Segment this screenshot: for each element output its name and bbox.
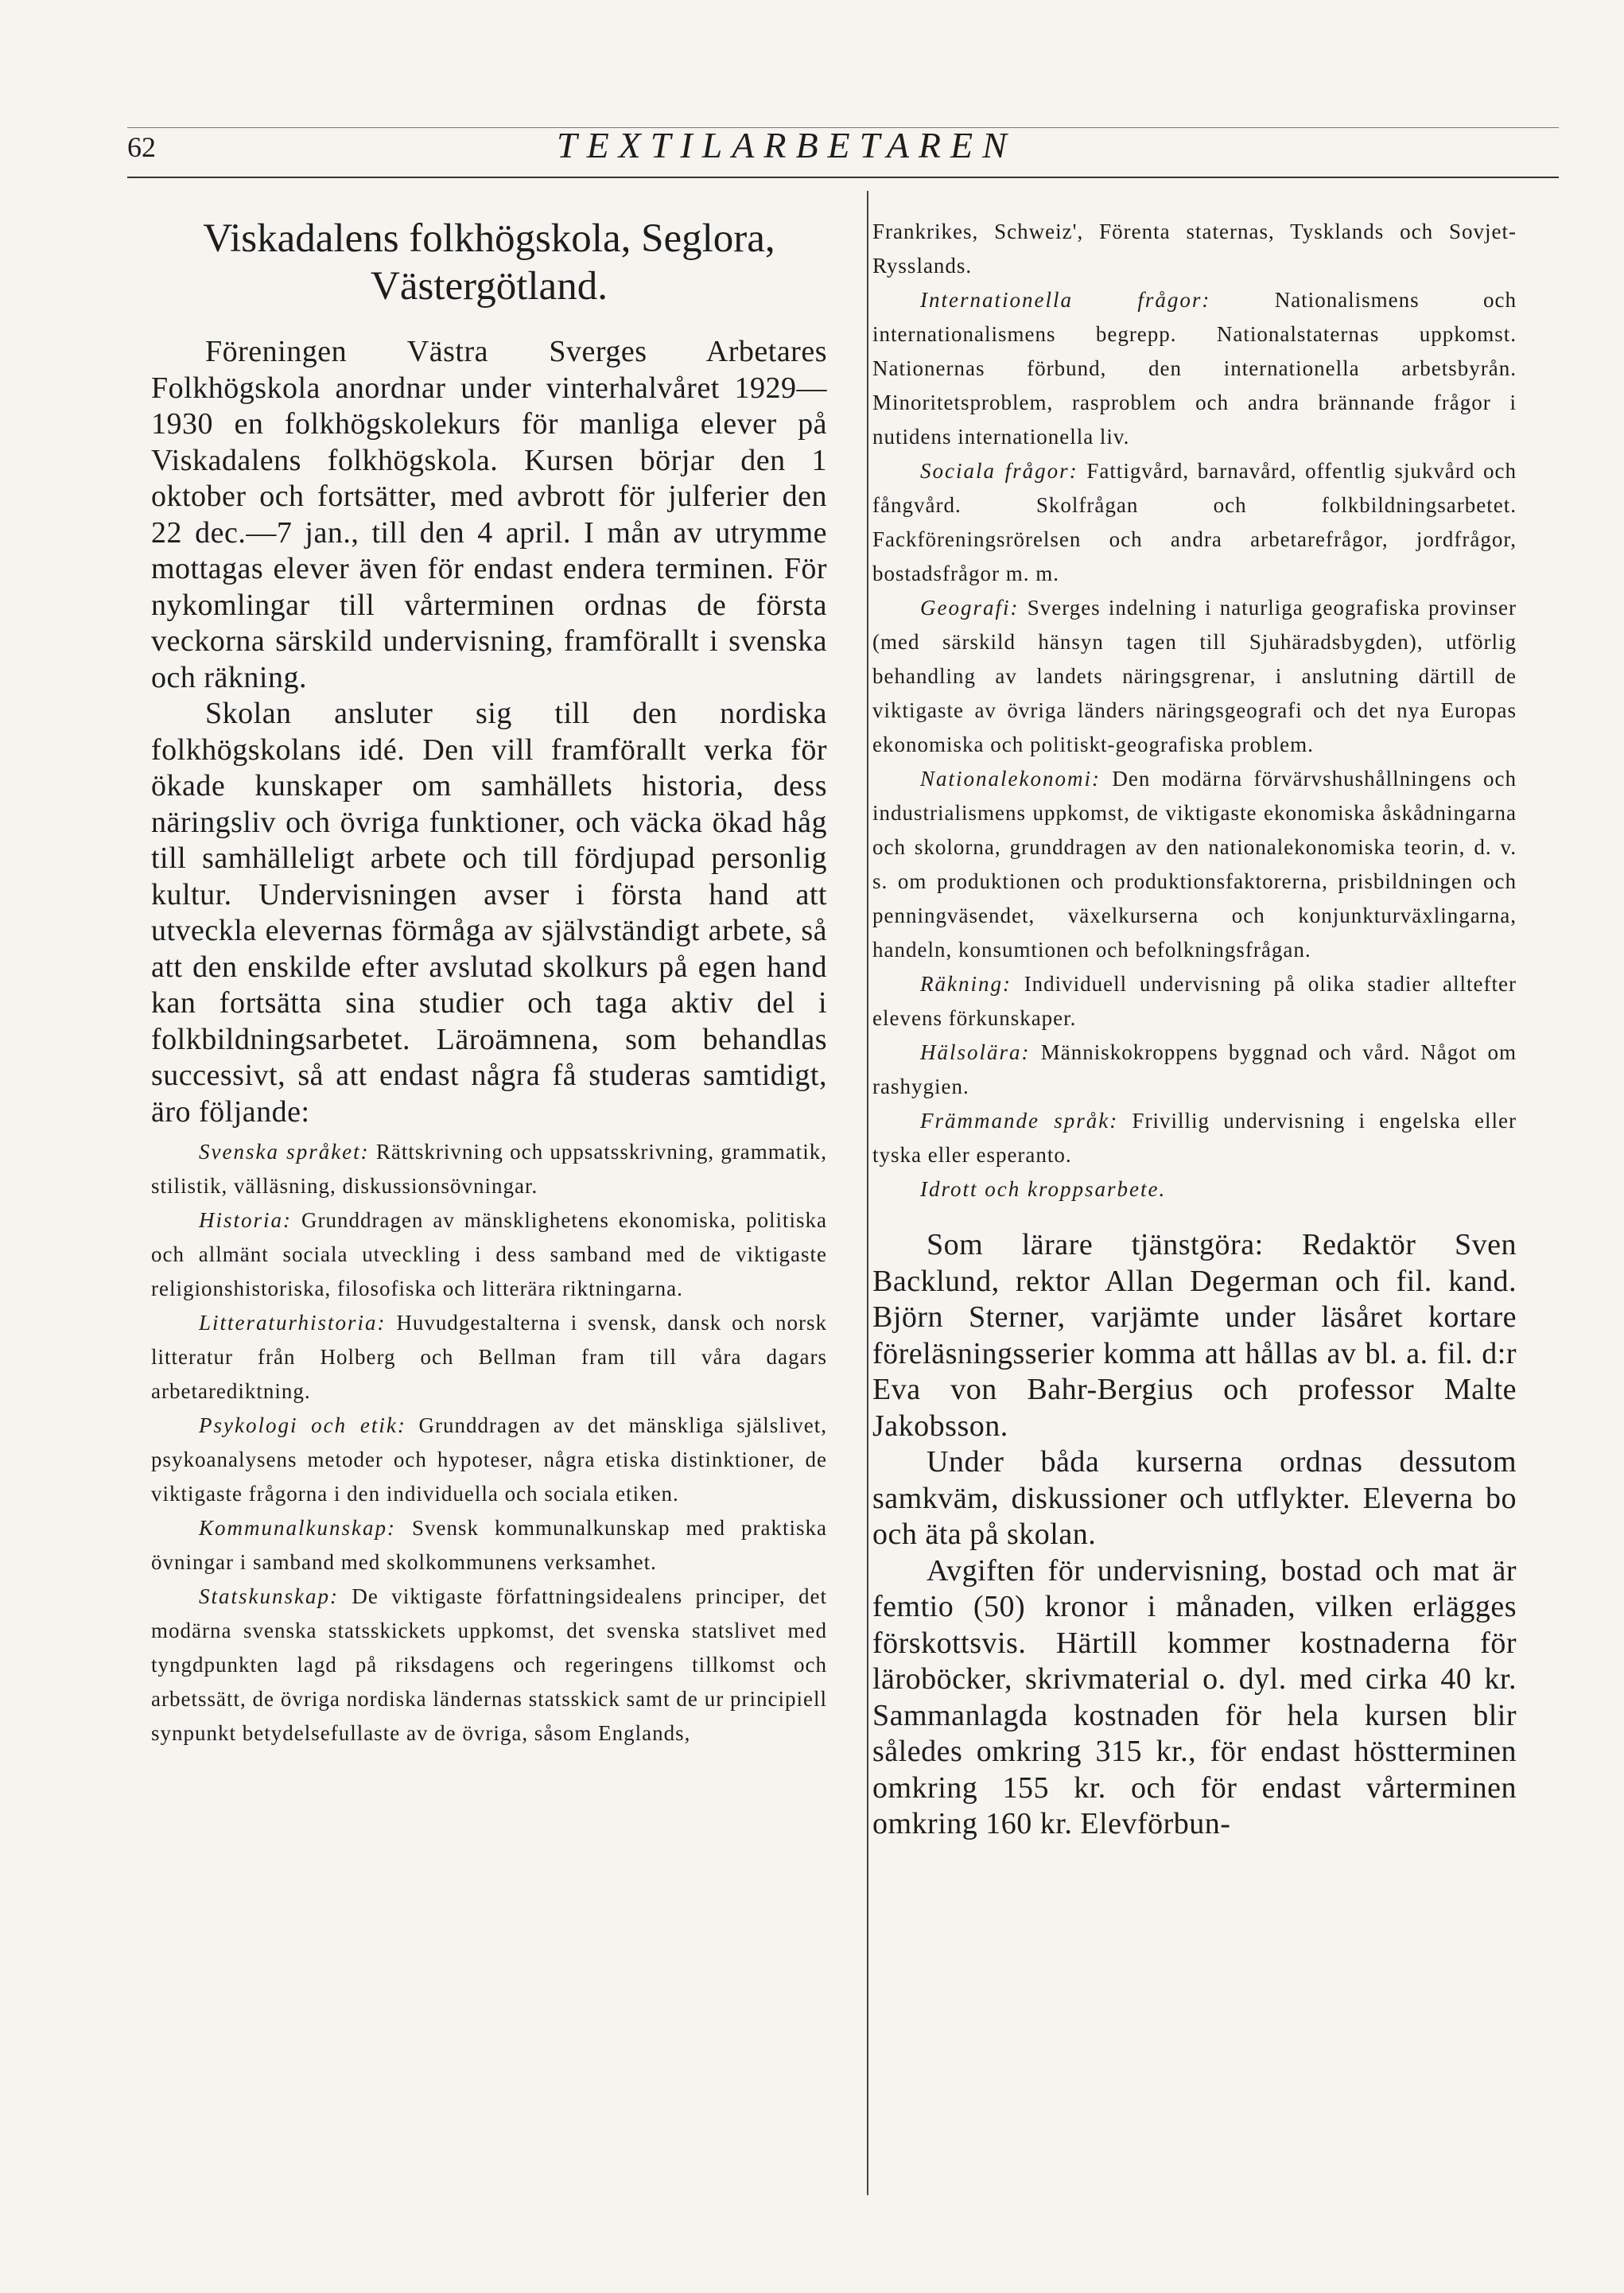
subject-term: Idrott och kroppsarbete. — [920, 1177, 1167, 1201]
subject-term: Statskunskap: — [199, 1584, 339, 1608]
subject-text: Rättskrivning och uppsatsskrivning, grammatik, stilistik, välläsning, diskussionsövningar. — [151, 1140, 828, 1198]
right-column — [872, 215, 1517, 1843]
article-title — [151, 215, 827, 310]
subject-text: Huvudgestalterna i svensk, dansk och norsk litteratur från Holberg och Bellman fram till våra dagars arbetarediktning. — [151, 1311, 827, 1403]
subject-text: Fattigvård, barnavård, offentlig sjukvård och fångvård. Skolfrågan och folkbildningsarbetet. Fackföreningsrörelsen och andra arbetarefrågor, jordfrågor, bostadsfrågor m. m. — [872, 459, 1517, 585]
subject-text: Människokroppens byggnad och vård. Något om rashygien. — [872, 1040, 1517, 1098]
left-column — [151, 215, 827, 1751]
subject-item — [151, 1203, 827, 1306]
subject-term: Litteraturhistoria: — [199, 1311, 387, 1335]
subject-item — [872, 283, 1517, 454]
intro-paragraph: Föreningen Västra Sverges Arbetares Folkhögskola anordnar under vinterhalvåret 1929—1930 en folkhögskolekurs för manliga elever på Viskadalens folkhögskola. Kursen börjar den 1 oktober och fortsätter, med avbrott för julferier den 22 dec.—7 jan., till den 4 april. I mån av utrymme mottagas elever även för endast endera terminen. För nykomlingar till vårterminen ordnas de första veckorna särskild undervisning, framförallt i svenska och räkning. — [151, 335, 827, 694]
subject-item — [872, 454, 1517, 591]
subject-item — [872, 1104, 1517, 1172]
subject-term: Nationalekonomi: — [920, 767, 1101, 791]
subjects-list-right — [872, 215, 1517, 1207]
subject-term: Hälsolära: — [920, 1040, 1031, 1064]
subject-item — [872, 967, 1517, 1036]
subject-text: Grunddragen av det mänskliga själslivet, psykoanalysens metoder och hypoteser, några etiska distinktioner, de viktigaste frågorna i den individuella och sociala etiken. — [151, 1413, 828, 1506]
subject-term: Främmande språk: — [920, 1109, 1119, 1133]
subject-term: Räkning: — [920, 972, 1012, 996]
subject-text: Sverges indelning i naturliga geografiska provinser (med särskild hänsyn tagen till Sjuhäradsbygden), utförlig behandling av landets näringsgrenar, i anslutning därtill de viktigaste av övriga länders näringsgeografi och det nya Europas ekonomiska och politiskt-geografiska problem. — [872, 596, 1517, 756]
subject-text: Den modärna förvärvshushållningens och industrialismens uppkomst, de viktigaste ekonomiska åskådningarna och skolorna, grunddragen av den nationalekonomiska teorin, d. v. s. om produktionen och produktionsfaktorerna, prisbildningen och penningväsendet, växelkurserna och konjunkturväxlingarna, handeln, konsumtionen och befolkningsfrågan. — [872, 767, 1517, 962]
closing-paragraph: Under båda kurserna ordnas dessutom samkväm, diskussioner och utflykter. Eleverna bo och äta på skolan. — [872, 1445, 1517, 1551]
article-title-line2: Västergötland. — [371, 264, 608, 309]
subject-item — [151, 1306, 827, 1409]
subject-term: Internationella frågor: — [920, 288, 1211, 312]
subjects-list-left — [151, 1135, 827, 1751]
column-divider — [867, 191, 868, 2195]
subject-text: Individuell undervisning på olika stadier alltefter elevens förkunskaper. — [872, 972, 1517, 1030]
subject-term: Svenska språket: — [199, 1140, 370, 1164]
header-rule — [127, 177, 1559, 178]
closing-text — [872, 1227, 1517, 1843]
subject-item — [872, 762, 1517, 967]
intro-text — [151, 334, 827, 1130]
subject-item — [151, 1580, 827, 1751]
subject-item — [151, 1135, 827, 1203]
subject-item — [151, 1409, 827, 1511]
subject-term: Historia: — [199, 1208, 293, 1232]
subject-text: Frivillig undervisning i engelska eller tyska eller esperanto. — [872, 1109, 1517, 1167]
article-title-line1: Viskadalens folkhögskola, Seglora, — [203, 216, 775, 261]
subject-term: Geografi: — [920, 596, 1020, 620]
subject-text: De viktigaste författningsidealens principer, det modärna svenska statsskickets uppkomst, det svenska statslivet med tyngdpunkten lagd på riksdagens och regeringens tillkomst och arbetssätt, de övriga nordiska ländernas statsskick samt de ur principiell synpunkt betydelsefullaste av de övriga, såsom Englands, — [151, 1584, 827, 1745]
closing-paragraph: Som lärare tjänstgöra: Redaktör Sven Backlund, rektor Allan Degerman och fil. kand. Björn Sterner, varjämte under läsåret kortare föreläsningsserier komma att hållas av bl. a. fil. d:r Eva von Bahr-Bergius och professor Malte Jakobsson. — [872, 1228, 1517, 1443]
subject-item — [872, 1036, 1517, 1104]
page-header — [127, 119, 1559, 181]
journal-title: TEXTILARBETAREN — [557, 125, 1016, 165]
subject-item — [151, 1511, 827, 1580]
closing-paragraph: Avgiften för undervisning, bostad och mat är femtio (50) kronor i månaden, vilken erlägges förskottsvis. Härtill kommer kostnaderna för läroböcker, skrivmaterial o. dyl. med cirka 40 kr. Sammanlagda kostnaden för hela kursen blir således omkring 315 kr., för endast höstterminen omkring 155 kr. och för endast vårterminen omkring 160 kr. Elevförbun- — [872, 1553, 1517, 1840]
subject-item — [872, 1172, 1517, 1207]
subject-text: Grunddragen av mänsklighetens ekonomiska, politiska och allmänt sociala utveckling i dess samband med de viktigaste religionshistoriska, filosofiska och litterära riktningarna. — [151, 1208, 827, 1300]
subject-text: Svensk kommunalkunskap med praktiska övningar i samband med skolkommunens verksamhet. — [151, 1516, 827, 1574]
subject-term: Psykologi och etik: — [199, 1413, 406, 1437]
subject-text: Nationalismens och internationalismens begrepp. Nationalstaternas uppkomst. Nationernas förbund, den internationella arbetsbyrån. Minoritetsproblem, rasproblem och andra brännande frågor i nutidens internationella liv. — [872, 288, 1517, 449]
continuation-text: Frankrikes, Schweiz', Förenta staternas, Tysklands och Sovjet-Rysslands. — [872, 220, 1517, 278]
intro-paragraph: Skolan ansluter sig till den nordiska folkhögskolans idé. Den vill framförallt verka för ökade kunskaper om samhällets historia, dess näringsliv och övriga funktioner, och väcka ökad håg till samhälleligt arbete och till fördjupad personlig kultur. Undervisningen avser i första hand att utveckla elevernas förmåga av självständigt arbete, så att den enskilde efter avslutad skolkurs på egen hand kan fortsätta sina studier och taga aktiv del i folkbildningsarbetet. Läroämnena, som behandlas successivt, så att endast några få studeras samtidigt, äro följande: — [151, 697, 827, 1129]
page-number: 62 — [127, 131, 156, 163]
subject-item — [872, 591, 1517, 762]
subject-term: Sociala frågor: — [920, 459, 1078, 483]
subject-term: Kommunalkunskap: — [199, 1516, 396, 1540]
